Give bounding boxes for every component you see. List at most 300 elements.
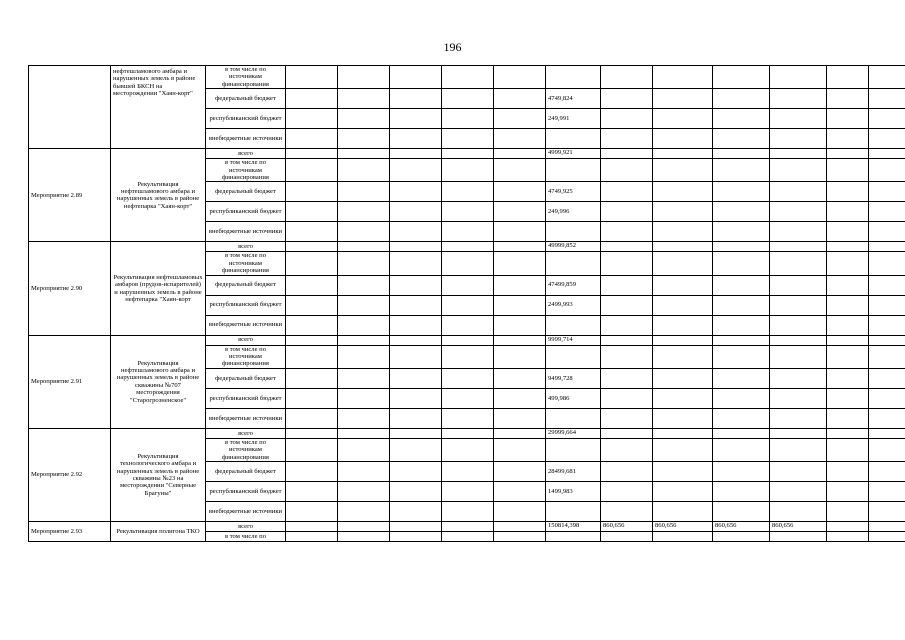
empty-cell: [827, 89, 869, 109]
empty-cell: [827, 149, 869, 159]
empty-cell: [653, 109, 713, 129]
empty-cell: [713, 438, 770, 461]
empty-cell: [827, 345, 869, 368]
source-cell: федеральный бюджет: [206, 182, 286, 202]
empty-cell: [827, 252, 869, 275]
source-cell: в том числе по источникам финансирования: [206, 159, 286, 182]
empty-cell: [827, 335, 869, 345]
empty-cell: [286, 482, 338, 502]
empty-cell: [827, 462, 869, 482]
amount-cell: 9999,714: [546, 335, 601, 345]
amount-cell: [546, 502, 601, 522]
amount-cell: 4999,921: [546, 149, 601, 159]
empty-cell: [390, 522, 442, 532]
empty-cell: [338, 182, 390, 202]
empty-cell: [494, 242, 546, 252]
empty-cell: [869, 109, 905, 129]
description-cell: нефтешламового амбара и нарушенных земель в районе бывшей БКСН на месторождении "Хаян-корт": [111, 66, 206, 149]
amount-cell: 47499,859: [546, 275, 601, 295]
table-row: [29, 522, 905, 532]
empty-cell: [869, 408, 905, 428]
amount-cell: [546, 159, 601, 182]
empty-cell: [770, 242, 827, 252]
empty-cell: [338, 89, 390, 109]
empty-cell: [390, 462, 442, 482]
source-cell: внебюджетные источники: [206, 502, 286, 522]
description-cell: Рекультивация полигона ТКО: [111, 522, 206, 542]
empty-cell: [494, 109, 546, 129]
source-cell: федеральный бюджет: [206, 462, 286, 482]
empty-cell: [713, 159, 770, 182]
empty-cell: [286, 159, 338, 182]
empty-cell: [770, 428, 827, 438]
empty-cell: [390, 345, 442, 368]
empty-cell: [442, 295, 494, 315]
empty-cell: [601, 182, 653, 202]
empty-cell: [827, 242, 869, 252]
empty-cell: [713, 532, 770, 542]
empty-cell: [770, 345, 827, 368]
table-row: [29, 428, 905, 438]
budget-table: [28, 65, 905, 542]
empty-cell: [653, 368, 713, 388]
empty-cell: [338, 408, 390, 428]
empty-cell: [494, 462, 546, 482]
empty-cell: [869, 315, 905, 335]
amount-cell: 28499,681: [546, 462, 601, 482]
empty-cell: [601, 428, 653, 438]
empty-cell: [338, 368, 390, 388]
empty-cell: [390, 182, 442, 202]
table-row: [29, 149, 905, 159]
empty-cell: [770, 295, 827, 315]
empty-cell: [338, 315, 390, 335]
empty-cell: [601, 482, 653, 502]
empty-cell: [713, 345, 770, 368]
empty-cell: [869, 482, 905, 502]
empty-cell: [494, 89, 546, 109]
empty-cell: [338, 242, 390, 252]
empty-cell: [827, 275, 869, 295]
source-cell: республиканский бюджет: [206, 482, 286, 502]
empty-cell: [390, 242, 442, 252]
empty-cell: [286, 408, 338, 428]
source-cell: всего: [206, 149, 286, 159]
empty-cell: [286, 129, 338, 149]
empty-cell: [601, 66, 653, 89]
source-cell: республиканский бюджет: [206, 388, 286, 408]
empty-cell: [390, 502, 442, 522]
empty-cell: [770, 202, 827, 222]
empty-cell: [827, 66, 869, 89]
year-amount-cell: 860,656: [713, 522, 770, 532]
empty-cell: [390, 275, 442, 295]
empty-cell: [869, 368, 905, 388]
empty-cell: [713, 129, 770, 149]
empty-cell: [442, 502, 494, 522]
empty-cell: [827, 368, 869, 388]
empty-cell: [338, 388, 390, 408]
description-cell: Рекультивация нефтешламового амбара и нарушенных земель в районе нефтепарка "Хаян-корт": [111, 149, 206, 242]
empty-cell: [869, 252, 905, 275]
empty-cell: [442, 368, 494, 388]
empty-cell: [286, 532, 338, 542]
activity-cell: Мероприятие 2.89: [29, 149, 111, 242]
empty-cell: [338, 275, 390, 295]
empty-cell: [338, 345, 390, 368]
source-cell: федеральный бюджет: [206, 275, 286, 295]
amount-cell: 4749,824: [546, 89, 601, 109]
empty-cell: [442, 438, 494, 461]
empty-cell: [494, 438, 546, 461]
amount-cell: 2499,993: [546, 295, 601, 315]
empty-cell: [770, 89, 827, 109]
empty-cell: [601, 129, 653, 149]
empty-cell: [494, 129, 546, 149]
empty-cell: [494, 368, 546, 388]
table-row: [29, 66, 905, 89]
empty-cell: [601, 89, 653, 109]
empty-cell: [286, 109, 338, 129]
empty-cell: [601, 462, 653, 482]
empty-cell: [601, 408, 653, 428]
empty-cell: [827, 202, 869, 222]
empty-cell: [653, 182, 713, 202]
empty-cell: [286, 202, 338, 222]
empty-cell: [713, 462, 770, 482]
empty-cell: [286, 149, 338, 159]
empty-cell: [869, 202, 905, 222]
empty-cell: [827, 295, 869, 315]
empty-cell: [869, 502, 905, 522]
empty-cell: [442, 482, 494, 502]
empty-cell: [390, 295, 442, 315]
amount-cell: 499,986: [546, 388, 601, 408]
empty-cell: [442, 66, 494, 89]
source-cell: в том числе по: [206, 532, 286, 542]
empty-cell: [770, 502, 827, 522]
empty-cell: [286, 242, 338, 252]
empty-cell: [494, 202, 546, 222]
empty-cell: [770, 182, 827, 202]
empty-cell: [338, 109, 390, 129]
empty-cell: [869, 462, 905, 482]
empty-cell: [390, 368, 442, 388]
empty-cell: [653, 159, 713, 182]
empty-cell: [770, 66, 827, 89]
table-row: [29, 242, 905, 252]
empty-cell: [494, 315, 546, 335]
activity-cell: Мероприятие 2.93: [29, 522, 111, 542]
empty-cell: [653, 408, 713, 428]
empty-cell: [286, 295, 338, 315]
source-cell: всего: [206, 242, 286, 252]
empty-cell: [494, 532, 546, 542]
empty-cell: [713, 502, 770, 522]
empty-cell: [601, 222, 653, 242]
amount-cell: 9499,728: [546, 368, 601, 388]
empty-cell: [338, 522, 390, 532]
empty-cell: [442, 202, 494, 222]
source-cell: в том числе по источникам финансирования: [206, 252, 286, 275]
empty-cell: [653, 335, 713, 345]
empty-cell: [390, 482, 442, 502]
source-cell: республиканский бюджет: [206, 109, 286, 129]
empty-cell: [713, 242, 770, 252]
empty-cell: [442, 242, 494, 252]
empty-cell: [653, 295, 713, 315]
empty-cell: [286, 315, 338, 335]
empty-cell: [770, 159, 827, 182]
empty-cell: [653, 242, 713, 252]
amount-cell: [546, 66, 601, 89]
empty-cell: [286, 89, 338, 109]
empty-cell: [827, 502, 869, 522]
table-row: [29, 335, 905, 345]
amount-cell: 249,996: [546, 202, 601, 222]
empty-cell: [713, 482, 770, 502]
empty-cell: [601, 159, 653, 182]
empty-cell: [338, 149, 390, 159]
empty-cell: [601, 295, 653, 315]
empty-cell: [601, 502, 653, 522]
empty-cell: [338, 129, 390, 149]
empty-cell: [653, 129, 713, 149]
empty-cell: [390, 149, 442, 159]
empty-cell: [338, 438, 390, 461]
empty-cell: [601, 315, 653, 335]
empty-cell: [653, 428, 713, 438]
description-cell: Рекультивация технологического амбара и нарушенных земель в районе скважины №23 на месторождении "Северные Брагуны": [111, 428, 206, 521]
empty-cell: [869, 182, 905, 202]
empty-cell: [442, 408, 494, 428]
empty-cell: [442, 159, 494, 182]
empty-cell: [827, 438, 869, 461]
description-cell: Рекультивация нефтешламовых амбаров (прудов-испарителей) и нарушенных земель в районе нефтепарка "Хаян-корт: [111, 242, 206, 335]
empty-cell: [390, 89, 442, 109]
empty-cell: [869, 159, 905, 182]
empty-cell: [653, 462, 713, 482]
source-cell: федеральный бюджет: [206, 89, 286, 109]
empty-cell: [770, 532, 827, 542]
empty-cell: [827, 482, 869, 502]
empty-cell: [869, 149, 905, 159]
empty-cell: [601, 368, 653, 388]
empty-cell: [338, 482, 390, 502]
empty-cell: [713, 149, 770, 159]
empty-cell: [653, 275, 713, 295]
amount-cell: 249,991: [546, 109, 601, 129]
empty-cell: [770, 109, 827, 129]
empty-cell: [827, 532, 869, 542]
empty-cell: [286, 275, 338, 295]
year-amount-cell: 860,656: [653, 522, 713, 532]
empty-cell: [770, 368, 827, 388]
empty-cell: [653, 66, 713, 89]
empty-cell: [713, 202, 770, 222]
empty-cell: [442, 522, 494, 532]
empty-cell: [338, 252, 390, 275]
empty-cell: [442, 89, 494, 109]
source-cell: в том числе по источникам финансирования: [206, 438, 286, 461]
empty-cell: [713, 252, 770, 275]
empty-cell: [442, 252, 494, 275]
empty-cell: [442, 222, 494, 242]
empty-cell: [601, 202, 653, 222]
amount-cell: [546, 315, 601, 335]
empty-cell: [390, 66, 442, 89]
empty-cell: [653, 345, 713, 368]
year-amount-cell: 860,656: [770, 522, 827, 532]
source-cell: внебюджетные источники: [206, 315, 286, 335]
empty-cell: [601, 388, 653, 408]
empty-cell: [827, 129, 869, 149]
empty-cell: [390, 428, 442, 438]
empty-cell: [827, 315, 869, 335]
empty-cell: [390, 252, 442, 275]
empty-cell: [827, 109, 869, 129]
empty-cell: [601, 335, 653, 345]
empty-cell: [286, 182, 338, 202]
empty-cell: [770, 129, 827, 149]
empty-cell: [442, 149, 494, 159]
empty-cell: [338, 202, 390, 222]
amount-cell: [546, 408, 601, 428]
empty-cell: [286, 335, 338, 345]
empty-cell: [827, 408, 869, 428]
empty-cell: [390, 315, 442, 335]
empty-cell: [601, 438, 653, 461]
empty-cell: [770, 388, 827, 408]
amount-cell: 150814,398: [546, 522, 601, 532]
empty-cell: [601, 275, 653, 295]
activity-cell: Мероприятие 2.92: [29, 428, 111, 521]
empty-cell: [494, 522, 546, 532]
source-cell: внебюджетные источники: [206, 222, 286, 242]
source-cell: внебюджетные источники: [206, 129, 286, 149]
empty-cell: [869, 522, 905, 532]
empty-cell: [601, 149, 653, 159]
empty-cell: [494, 388, 546, 408]
empty-cell: [494, 428, 546, 438]
empty-cell: [869, 345, 905, 368]
empty-cell: [770, 335, 827, 345]
empty-cell: [827, 388, 869, 408]
empty-cell: [338, 159, 390, 182]
empty-cell: [713, 428, 770, 438]
empty-cell: [713, 182, 770, 202]
source-cell: республиканский бюджет: [206, 295, 286, 315]
empty-cell: [442, 275, 494, 295]
empty-cell: [286, 502, 338, 522]
empty-cell: [653, 222, 713, 242]
empty-cell: [338, 502, 390, 522]
empty-cell: [713, 109, 770, 129]
empty-cell: [713, 275, 770, 295]
empty-cell: [770, 275, 827, 295]
table-body: [29, 66, 905, 542]
source-cell: в том числе по источникам финансирования: [206, 345, 286, 368]
empty-cell: [338, 66, 390, 89]
empty-cell: [653, 202, 713, 222]
empty-cell: [286, 522, 338, 532]
empty-cell: [601, 109, 653, 129]
empty-cell: [713, 222, 770, 242]
empty-cell: [338, 295, 390, 315]
empty-cell: [601, 252, 653, 275]
empty-cell: [827, 182, 869, 202]
amount-cell: 29999,664: [546, 428, 601, 438]
empty-cell: [653, 532, 713, 542]
empty-cell: [286, 252, 338, 275]
empty-cell: [338, 462, 390, 482]
empty-cell: [827, 159, 869, 182]
amount-cell: 4749,925: [546, 182, 601, 202]
empty-cell: [869, 335, 905, 345]
empty-cell: [653, 388, 713, 408]
empty-cell: [286, 222, 338, 242]
empty-cell: [653, 502, 713, 522]
empty-cell: [390, 129, 442, 149]
empty-cell: [494, 295, 546, 315]
empty-cell: [653, 89, 713, 109]
empty-cell: [770, 315, 827, 335]
activity-cell: Мероприятие 2.90: [29, 242, 111, 335]
empty-cell: [442, 182, 494, 202]
empty-cell: [390, 438, 442, 461]
empty-cell: [546, 532, 601, 542]
empty-cell: [390, 532, 442, 542]
empty-cell: [869, 438, 905, 461]
empty-cell: [653, 149, 713, 159]
empty-cell: [713, 295, 770, 315]
empty-cell: [494, 408, 546, 428]
empty-cell: [713, 368, 770, 388]
empty-cell: [770, 408, 827, 428]
empty-cell: [770, 482, 827, 502]
activity-cell: [29, 66, 111, 149]
empty-cell: [653, 438, 713, 461]
empty-cell: [494, 252, 546, 275]
empty-cell: [494, 502, 546, 522]
empty-cell: [286, 368, 338, 388]
amount-cell: [546, 222, 601, 242]
source-cell: федеральный бюджет: [206, 368, 286, 388]
empty-cell: [286, 438, 338, 461]
empty-cell: [494, 66, 546, 89]
empty-cell: [442, 129, 494, 149]
source-cell: внебюджетные источники: [206, 408, 286, 428]
empty-cell: [869, 532, 905, 542]
empty-cell: [390, 335, 442, 345]
empty-cell: [653, 252, 713, 275]
empty-cell: [286, 388, 338, 408]
empty-cell: [442, 335, 494, 345]
empty-cell: [338, 532, 390, 542]
empty-cell: [494, 345, 546, 368]
empty-cell: [869, 388, 905, 408]
empty-cell: [390, 222, 442, 242]
empty-cell: [869, 66, 905, 89]
amount-cell: 1499,983: [546, 482, 601, 502]
page-number: 196: [443, 40, 462, 54]
empty-cell: [494, 275, 546, 295]
source-cell: в том числе по источникам финансирования: [206, 66, 286, 89]
empty-cell: [494, 182, 546, 202]
empty-cell: [653, 315, 713, 335]
source-cell: всего: [206, 428, 286, 438]
empty-cell: [442, 345, 494, 368]
